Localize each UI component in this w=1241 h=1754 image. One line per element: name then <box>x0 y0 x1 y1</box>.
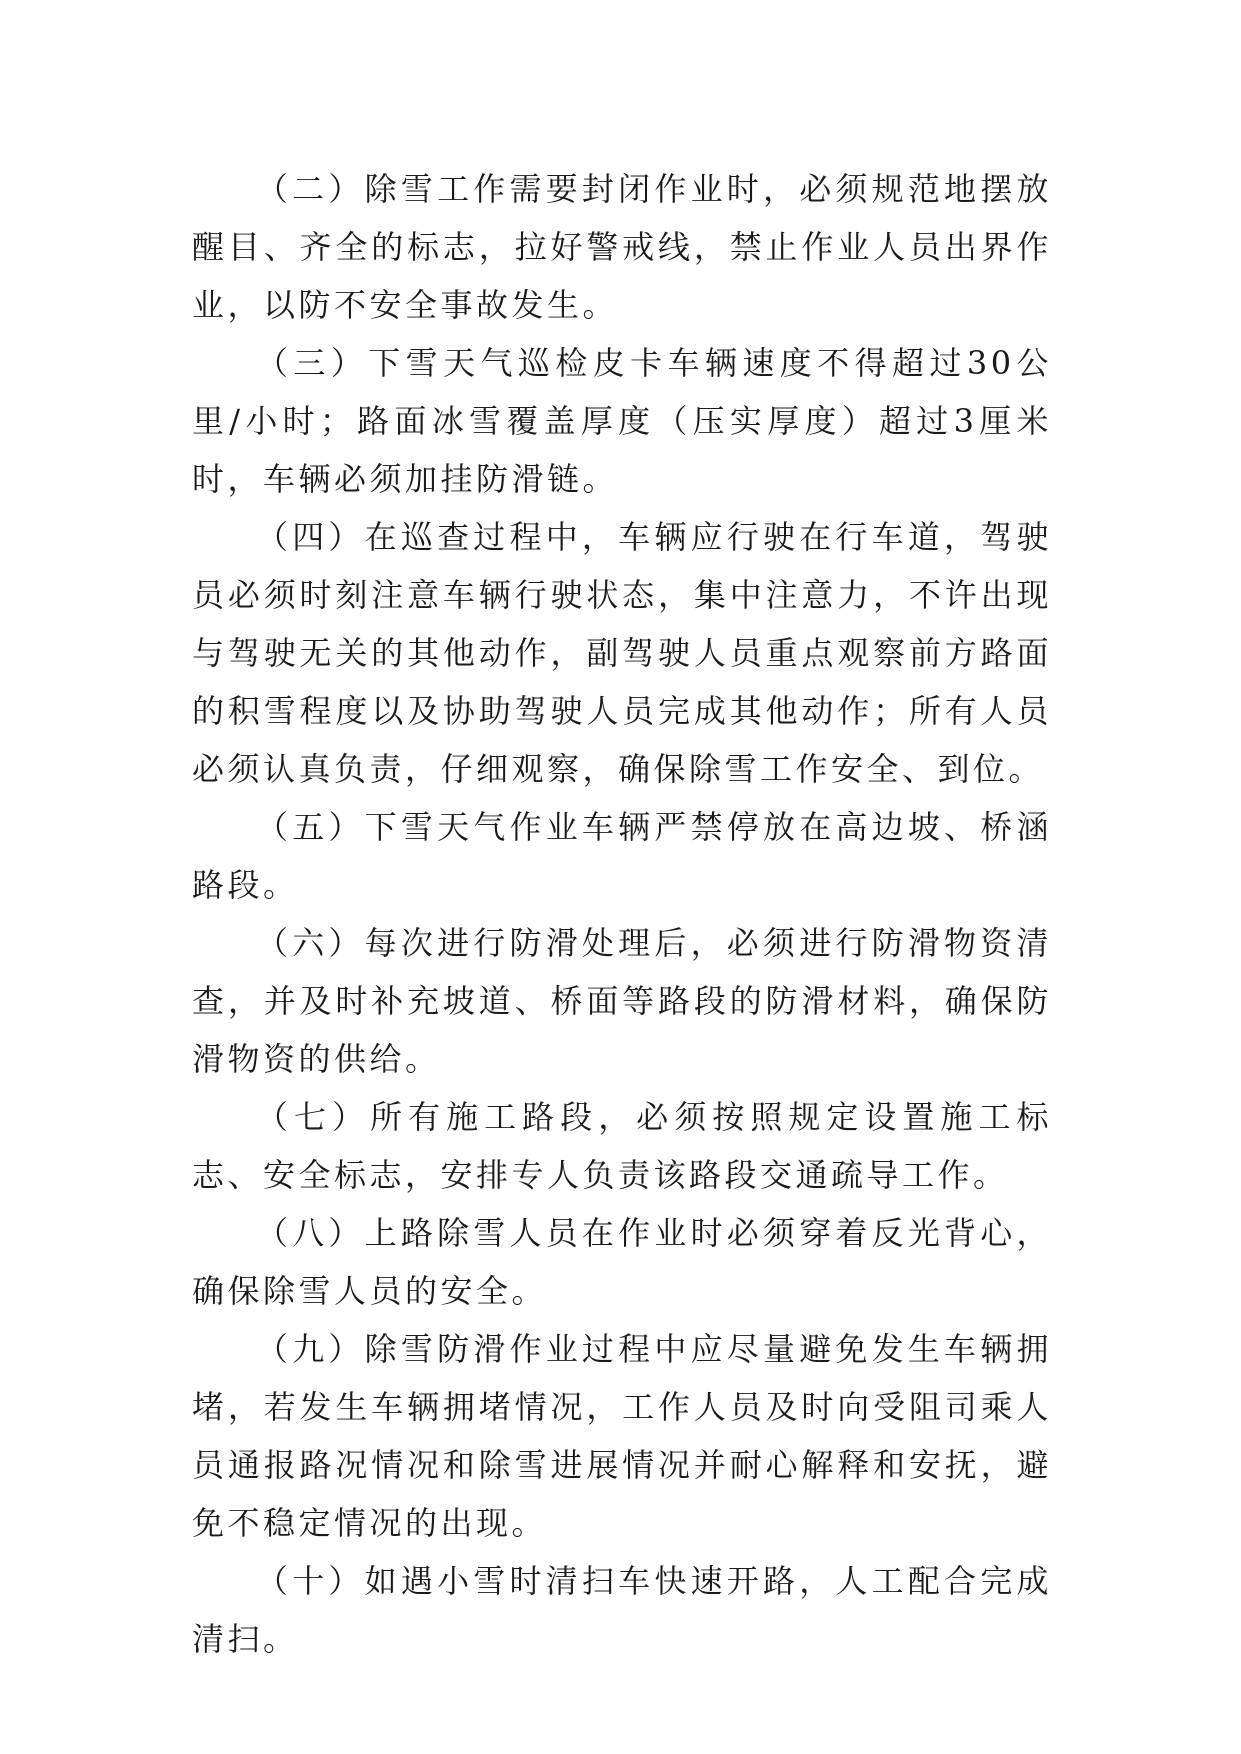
paragraph-item-5: （五）下雪天气作业车辆严禁停放在高边坡、桥涵路段。 <box>192 808 1052 904</box>
paragraph-item-4: （四）在巡查过程中，车辆应行驶在行车道，驾驶员必须时刻注意车辆行驶状态，集中注意力，不许出现与驾驶无关的其他动作，副驾驶人员重点观察前方路面的积雪程度以及协助驾驶人员完成其他动作；所有人员必须认真负责，仔细观察，确保除雪工作安全、到位。 <box>192 518 1052 788</box>
paragraph-item-6: （六）每次进行防滑处理后，必须进行防滑物资清查，并及时补充坡道、桥面等路段的防滑材料，确保防滑物资的供给。 <box>192 924 1052 1078</box>
paragraph-item-2: （二）除雪工作需要封闭作业时，必须规范地摆放醒目、齐全的标志，拉好警戒线，禁止作业人员出界作业，以防不安全事故发生。 <box>192 170 1052 324</box>
document-body <box>192 160 1052 1668</box>
paragraph-item-10: （十）如遇小雪时清扫车快速开路，人工配合完成清扫。 <box>192 1562 1052 1658</box>
paragraph-item-9: （九）除雪防滑作业过程中应尽量避免发生车辆拥堵，若发生车辆拥堵情况，工作人员及时向受阻司乘人员通报路况情况和除雪进展情况并耐心解释和安抚，避免不稳定情况的出现。 <box>192 1330 1052 1542</box>
paragraph-item-8: （八）上路除雪人员在作业时必须穿着反光背心，确保除雪人员的安全。 <box>192 1214 1052 1310</box>
paragraph-item-7: （七）所有施工路段，必须按照规定设置施工标志、安全标志，安排专人负责该路段交通疏导工作。 <box>192 1098 1052 1194</box>
paragraph-item-3: （三）下雪天气巡检皮卡车辆速度不得超过30公里/小时；路面冰雪覆盖厚度（压实厚度）超过3厘米时，车辆必须加挂防滑链。 <box>192 344 1052 498</box>
